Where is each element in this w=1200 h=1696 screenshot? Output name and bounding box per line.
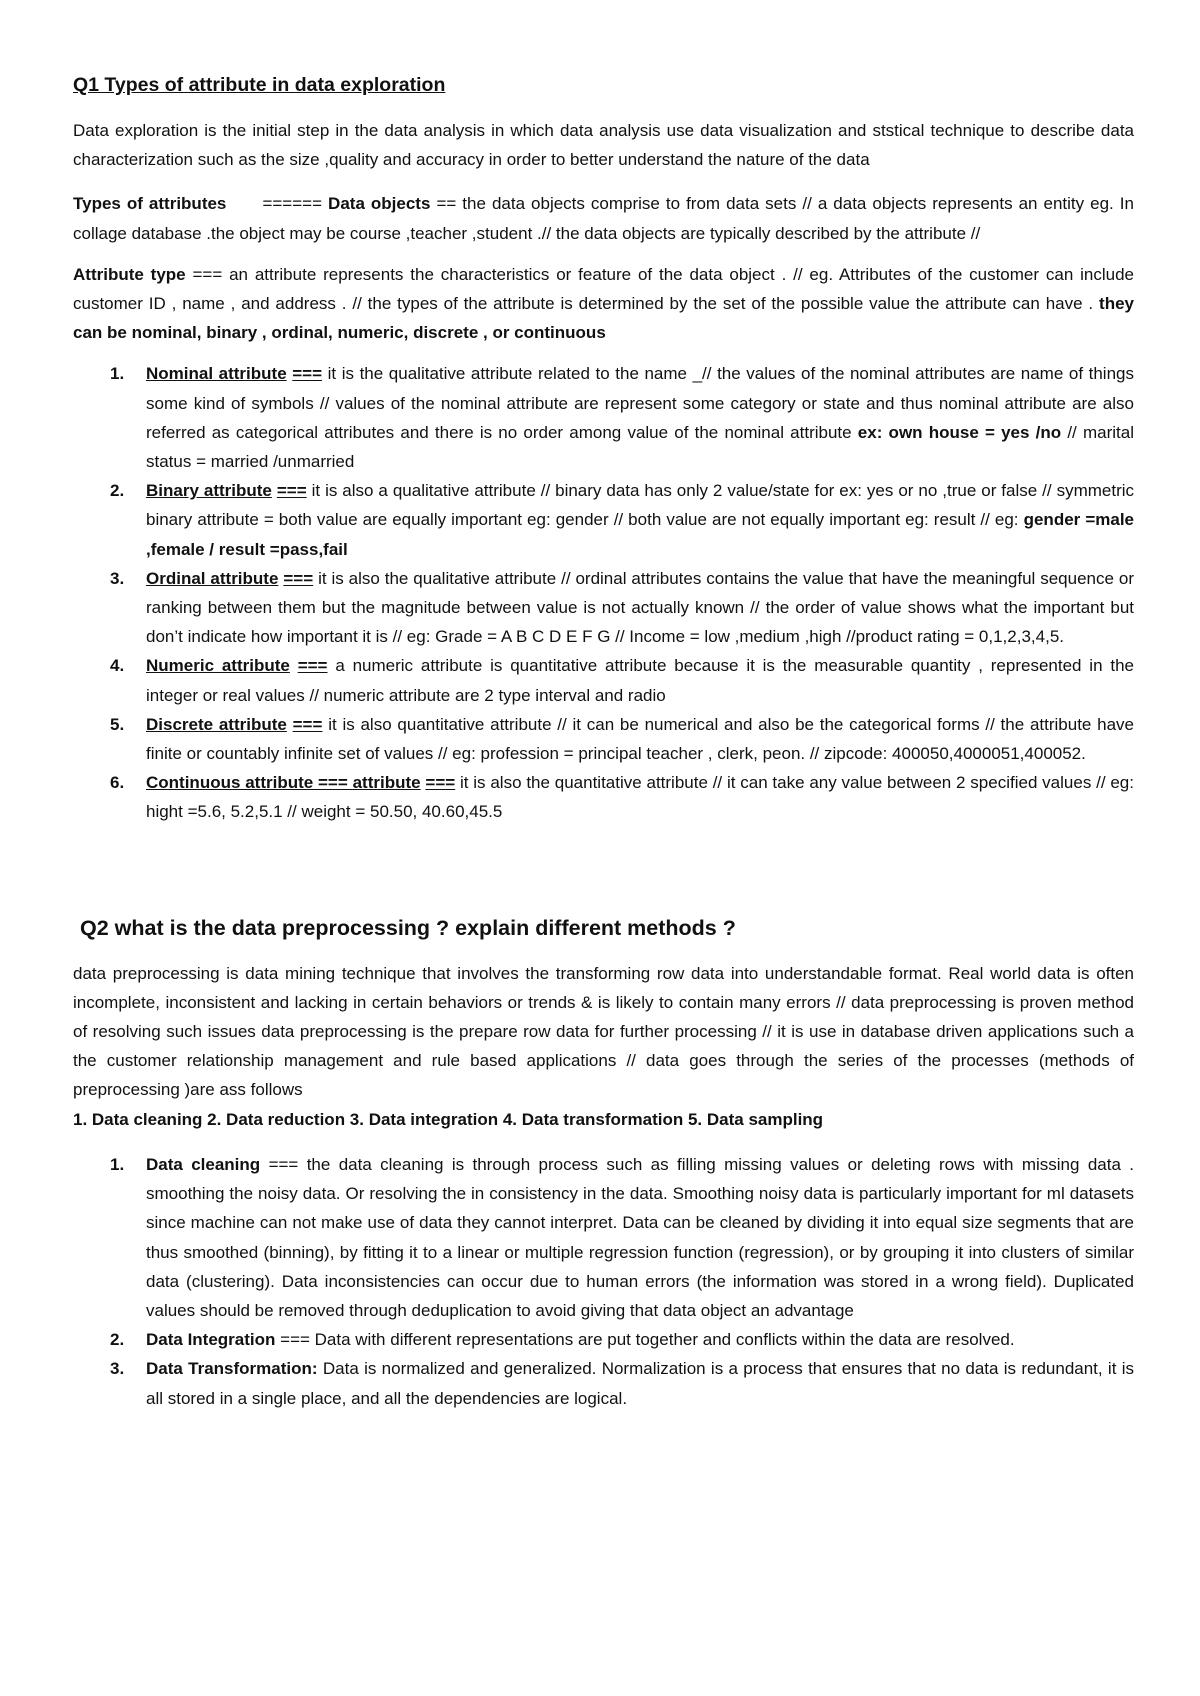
list-item-heading: Numeric attribute — [146, 656, 290, 676]
list-item-text: Data is normalized and generalized. Normalization is a process that ensures that no data is redundant, it is all stored in a single place, and all the dependencies are logical. — [146, 1359, 1134, 1408]
list-item-text: a numeric attribute is quantitative attribute because it is the measurable quantity , represented in the integer or real values // numeric attribute are 2 type interval and radio — [146, 656, 1134, 705]
list-item-sep: === — [283, 568, 314, 588]
list-item-text: it is also the quantitative attribute // it can take any value between 2 specified values // eg: hight =5.6, 5.2,5.1 // weight = 50.50, 40.60,45.5 — [146, 773, 1134, 822]
list-item-heading: Data Transformation: — [146, 1359, 318, 1379]
list-item-sep: === — [292, 714, 323, 734]
q1-title: Q1 Types of attribute in data exploration — [73, 74, 446, 96]
list-item-text: it is the qualitative attribute related to the name _// the values of the nominal attributes are name of things some kind of symbols // values of the nominal attribute are represent some category or state and thus nominal attribute are also referred as categorical attributes and there is no order among value of the nominal attribute — [146, 364, 1134, 442]
list-item-number: 3. — [110, 1359, 125, 1379]
list-item-bold-tail: gender =male ,female / result =pass,fail — [146, 510, 1134, 559]
q1-intro-paragraph: Data exploration is the initial step in the data analysis in which data analysis use data visualization and ststical technique to describe data characterization such as the size ,quality and accuracy in order to better understand the nature of the data — [73, 121, 1134, 170]
attribute-list — [73, 359, 1134, 826]
list-item-number: 4. — [110, 656, 125, 676]
list-item — [73, 476, 1134, 564]
types-text: == the data objects comprise to from data sets // a data objects represents an entity eg. In collage database .the object may be course ,teacher ,student .// the data objects are typically described by the attribute // — [73, 194, 1134, 243]
list-item-text: === Data with different representations are put together and conflicts within the data are resolved. — [280, 1330, 1015, 1350]
list-item-number: 6. — [110, 773, 125, 793]
list-item — [73, 1354, 1134, 1412]
list-item-number: 1. — [110, 1154, 125, 1174]
list-item-heading: Discrete attribute — [146, 714, 287, 734]
list-item — [73, 768, 1134, 826]
q2-intro-paragraph: data preprocessing is data mining technique that involves the transforming row data into understandable format. Real world data is often incomplete, inconsistent and lacking in certain behaviors or trends & is likely to contain many errors // data preprocessing is proven method of resolving such issues data preprocessing is the prepare row data for further processing // it is use in database driven applications such a the customer relationship management and rule based applications // data goes through the series of the processes (methods of preprocessing )are ass follows — [73, 963, 1134, 1100]
types-separator: ====== — [262, 194, 323, 214]
attribute-type-paragraph — [73, 260, 1134, 348]
list-item — [73, 564, 1134, 652]
list-item-text: it is also quantitative attribute // it can be numerical and also be the categorical forms // the attribute have finite or countably infinite set of values // eg: profession = principal teacher , clerk, peon. // zipcode: 400050,4000051,400052. — [146, 714, 1134, 764]
list-item-heading: Binary attribute — [146, 481, 272, 501]
list-item-number: 3. — [110, 568, 125, 588]
list-item-sep: === — [297, 656, 328, 676]
list-item — [73, 1150, 1134, 1325]
list-item-number: 1. — [110, 364, 125, 384]
list-item-tail: // marital status = married /unmarried — [146, 422, 1134, 472]
types-of-attributes-paragraph — [73, 189, 1134, 247]
list-item-text: it is also the qualitative attribute // ordinal attributes contains the value that have the meaningful sequence or ranking between them but the magnitude between value is not actually known // the order of value shows what the important but don’t indicate how important it is // eg: Grade = A B C D E F G // Income = low ,medium ,high //product rating = 0,1,2,3,4,5. — [146, 568, 1134, 647]
list-item — [73, 359, 1134, 476]
types-label: Types of attributes — [73, 194, 227, 214]
list-item-heading: Continuous attribute === attribute — [146, 773, 421, 793]
list-item-sep: === — [425, 773, 456, 793]
list-item-bold-tail: ex: own house = yes /no — [857, 422, 1062, 442]
list-item-text: === the data cleaning is through process such as filling missing values or deleting rows with missing data . smoothing the noisy data. Or resolving the in consistency in the data. Smoothing noisy data is particularly important for ml datasets since machine can not make use of data they cannot interpret. Data can be cleaned by dividing it into equal size segments that are thus smoothed (binning), by fitting it to a linear or multiple regression function (regression), or by grouping it into clusters of similar data (clustering). Data inconsistencies can occur due to human errors (the information was stored in a wrong field). Duplicated values should be removed through deduplication to avoid giving that data object an advantage — [146, 1154, 1134, 1320]
methods-list-line: 1. Data cleaning 2. Data reduction 3. Data integration 4. Data transformation 5. Data sampling — [73, 1109, 824, 1129]
attribute-type-text: === an attribute represents the characteristics or feature of the data object . // eg. Attributes of the customer can include customer ID , name , and address . // the types of the attribute is determined by the set of the possible value the attribute can have . — [73, 264, 1134, 314]
q2-title: Q2 what is the data preprocessing ? explain different methods ? — [80, 915, 736, 940]
attribute-type-bold-tail: they can be nominal, binary , ordinal, numeric, discrete , or continuous — [73, 294, 1134, 343]
list-item — [73, 1325, 1134, 1354]
list-item-heading: Data cleaning — [146, 1154, 261, 1174]
list-item-number: 2. — [110, 481, 125, 501]
attribute-type-label: Attribute type — [73, 264, 186, 284]
list-item — [73, 651, 1134, 709]
list-item-heading: Data Integration — [146, 1330, 276, 1350]
list-item-number: 5. — [110, 714, 125, 734]
list-item-sep: === — [276, 481, 307, 501]
list-item-text: it is also a qualitative attribute // binary data has only 2 value/state for ex: yes or no ,true or false // symmetric binary attribute = both value are equally important eg: gender // both value are not equally important eg: result // eg: — [146, 481, 1135, 530]
list-item-sep: === — [292, 364, 323, 384]
list-item-heading: Nominal attribute — [146, 364, 287, 384]
list-item — [73, 710, 1134, 768]
list-item-heading: Ordinal attribute — [146, 568, 279, 588]
preprocessing-list — [73, 1150, 1134, 1413]
data-objects-label: Data objects — [328, 194, 431, 214]
list-item-number: 2. — [110, 1330, 125, 1350]
